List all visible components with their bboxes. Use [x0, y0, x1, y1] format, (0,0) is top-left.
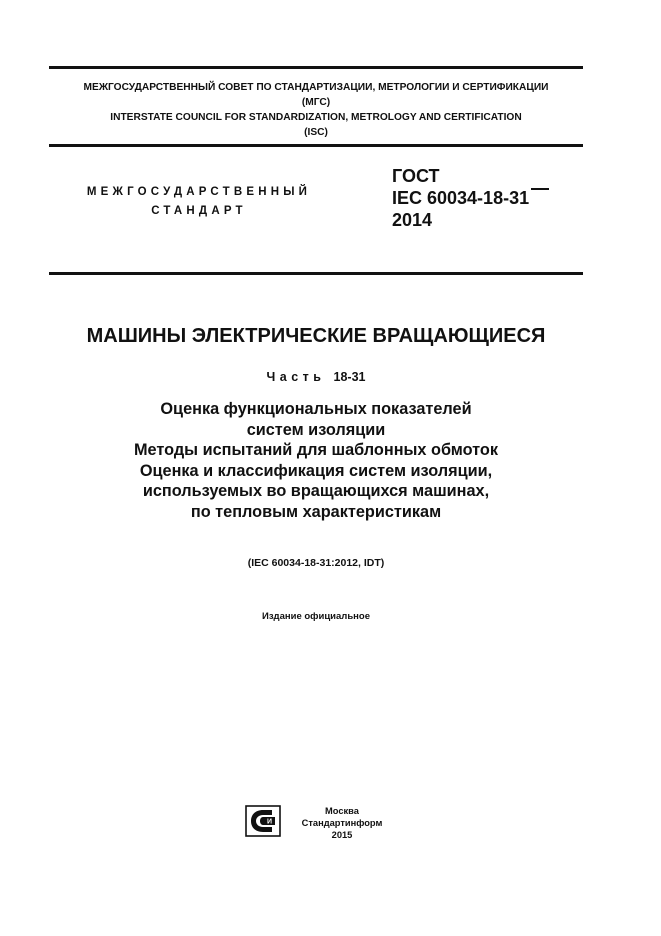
- standard-type-line1: МЕЖГОСУДАРСТВЕННЫЙ: [86, 186, 312, 198]
- subtitle-line: Оценка и классификация систем изоляции,: [139, 461, 493, 480]
- subtitle-line: Оценка функциональных показателей: [160, 400, 472, 418]
- edition-note: Издание официальное: [262, 611, 370, 622]
- council-ru-abbr: (МГС): [301, 97, 331, 108]
- top-rule: [49, 66, 583, 69]
- header-rule: [49, 144, 583, 147]
- gost-label: ГОСТ: [392, 166, 440, 186]
- designation-dash: [531, 188, 549, 190]
- part-number: 18-31: [333, 370, 366, 384]
- council-ru-name: МЕЖГОСУДАРСТВЕННЫЙ СОВЕТ ПО СТАНДАРТИЗАЦИИ, МЕТРОЛОГИИ И СЕРТИФИКАЦИИ: [83, 82, 549, 93]
- iec-reference: (IEC 60034-18-31:2012, IDT): [247, 557, 385, 569]
- part-word: Часть: [266, 370, 326, 384]
- council-en-name: INTERSTATE COUNCIL FOR STANDARDIZATION, METROLOGY AND CERTIFICATION: [110, 112, 522, 123]
- publisher-name: Стандартинформ: [301, 818, 383, 828]
- standartinform-logo-icon: [245, 805, 281, 837]
- standard-number: IEC 60034-18-31: [392, 188, 530, 208]
- publisher-block: [296, 805, 388, 841]
- publisher-year: 2015: [331, 830, 353, 840]
- svg-text:И: И: [267, 818, 273, 826]
- council-en-abbr: (ISC): [304, 127, 328, 138]
- part-label: [49, 369, 583, 385]
- gost-designation: [392, 165, 549, 231]
- subtitle-line: Методы испытаний для шаблонных обмоток: [133, 441, 499, 459]
- main-title: МАШИНЫ ЭЛЕКТРИЧЕСКИЕ ВРАЩАЮЩИЕСЯ: [86, 325, 546, 347]
- designation-rule: [49, 272, 583, 275]
- subtitle-line: используемых во вращающихся машинах,: [142, 482, 490, 500]
- subtitle-line: по тепловым характеристикам: [190, 502, 442, 521]
- standard-type: [49, 183, 349, 221]
- publisher-city: Москва: [325, 806, 359, 816]
- subtitle-block: [49, 399, 583, 522]
- standard-year: 2014: [392, 210, 433, 230]
- council-header: [49, 80, 583, 140]
- standard-type-line2: СТАНДАРТ: [151, 205, 247, 217]
- subtitle-line: систем изоляции: [246, 420, 386, 439]
